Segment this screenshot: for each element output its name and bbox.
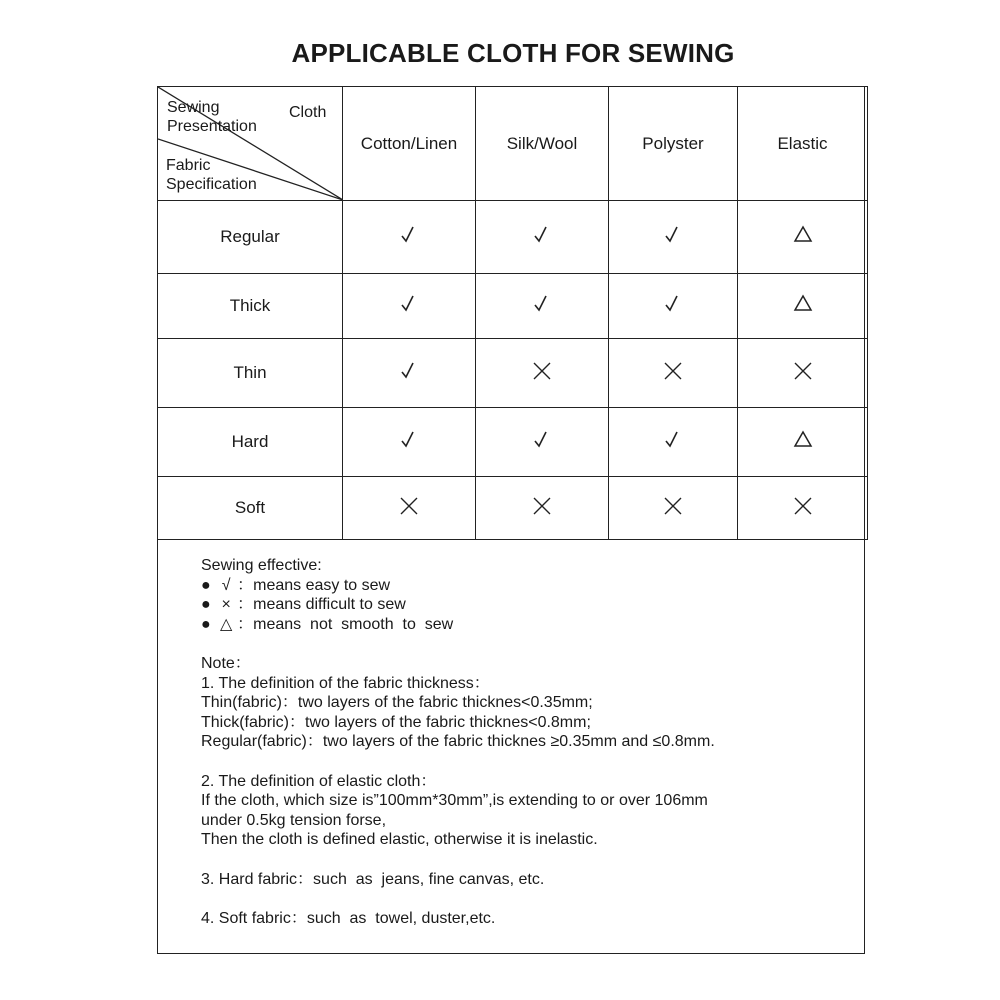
check-icon: √ [221, 576, 231, 594]
note2-title: 2. The definition of elastic cloth： [201, 772, 437, 790]
cell-hard-cotton-linen [343, 408, 476, 477]
check-icon [662, 231, 684, 250]
legend-heading: Sewing effective: [201, 557, 322, 574]
legend-item-cross: ● × ：means difficult to sew [201, 596, 406, 614]
cell-regular-cotton-linen [343, 201, 476, 274]
triangle-icon: △ [219, 615, 233, 633]
cell-thick-cotton-linen [343, 274, 476, 339]
corner-label-fabric-specification [166, 156, 257, 194]
cross-icon [531, 367, 553, 386]
cell-hard-polyster [609, 408, 738, 477]
cell-thin-cotton-linen [343, 339, 476, 408]
check-icon [662, 300, 684, 319]
column-header-silk-wool: Silk/Wool [476, 87, 609, 201]
header-row [158, 87, 868, 201]
cell-thick-elastic [738, 274, 868, 339]
legend-item-triangle: ● △ ：means not smooth to sew [201, 615, 454, 633]
check-icon [662, 436, 684, 455]
triangle-icon [792, 300, 814, 319]
page-title: APPLICABLE CLOTH FOR SEWING [291, 38, 735, 68]
note1-line-thin: Thin(fabric)：two layers of the fabric thicknes<0.35mm; [201, 694, 593, 712]
note4: 4. Soft fabric：such as towel, duster,etc. [201, 909, 496, 927]
cross-icon: × [221, 596, 231, 614]
cell-thin-polyster [609, 339, 738, 408]
column-header-cotton-linen: Cotton/Linen [343, 87, 476, 201]
legend-text-cross: ：means difficult to sew [237, 596, 406, 614]
legend-item-check: ● √ ：means easy to sew [201, 576, 391, 594]
cell-hard-elastic [738, 408, 868, 477]
note1-title: 1. The definition of the fabric thickness： [201, 674, 490, 692]
note3: 3. Hard fabric：such as jeans, fine canvas, etc. [201, 870, 545, 888]
cell-regular-silk-wool [476, 201, 609, 274]
cell-hard-silk-wool [476, 408, 609, 477]
triangle-icon [792, 436, 814, 455]
note2-line-2: under 0.5kg tension forse, [201, 811, 387, 829]
cell-thick-silk-wool [476, 274, 609, 339]
table-row [158, 408, 868, 477]
cell-soft-silk-wool [476, 477, 609, 540]
cell-thin-silk-wool [476, 339, 609, 408]
cell-soft-cotton-linen [343, 477, 476, 540]
legend-and-notes [201, 556, 841, 928]
note1-line-regular: Regular(fabric)：two layers of the fabric thicknes ≥0.35mm and ≤0.8mm. [201, 733, 715, 751]
column-header-polyster: Polyster [609, 87, 738, 201]
corner-label-cloth: Cloth [289, 104, 327, 121]
cell-thin-elastic [738, 339, 868, 408]
table-row [158, 201, 868, 274]
row-label-hard: Hard [158, 408, 343, 477]
row-label-thin: Thin [158, 339, 343, 408]
cross-icon [662, 367, 684, 386]
legend-text-check: ：means easy to sew [237, 576, 391, 594]
column-header-elastic: Elastic [738, 87, 868, 201]
cross-icon [792, 367, 814, 386]
notes-heading: Note： [201, 654, 251, 672]
corner-text-sewing: Sewing [167, 99, 220, 116]
applicable-cloth-table [157, 86, 868, 540]
corner-text-fabric: Fabric [166, 157, 211, 174]
row-label-thick: Thick [158, 274, 343, 339]
check-icon [398, 367, 420, 386]
table-row [158, 477, 868, 540]
note2-line-3: Then the cloth is defined elastic, otherwise it is inelastic. [201, 831, 598, 849]
cross-icon [662, 502, 684, 521]
check-icon [531, 231, 553, 250]
row-label-soft: Soft [158, 477, 343, 540]
cross-icon [398, 502, 420, 521]
corner-header-cell [158, 87, 343, 201]
table-body [158, 201, 868, 540]
check-icon [531, 436, 553, 455]
check-icon [398, 300, 420, 319]
cell-regular-polyster [609, 201, 738, 274]
cell-thick-polyster [609, 274, 738, 339]
check-icon [398, 231, 420, 250]
row-label-regular: Regular [158, 201, 343, 274]
corner-label-sewing-presentation [167, 98, 257, 136]
cross-icon [531, 502, 553, 521]
legend-text-triangle: ：means not smooth to sew [237, 615, 454, 633]
cell-regular-elastic [738, 201, 868, 274]
cell-soft-polyster [609, 477, 738, 540]
cell-soft-elastic [738, 477, 868, 540]
corner-text-presentation: Presentation [167, 118, 257, 135]
cross-icon [792, 502, 814, 521]
note1-line-thick: Thick(fabric)：two layers of the fabric thicknes<0.8mm; [201, 713, 591, 731]
triangle-icon [792, 231, 814, 250]
corner-text-specification: Specification [166, 176, 257, 193]
check-icon [531, 300, 553, 319]
check-icon [398, 436, 420, 455]
table-row [158, 339, 868, 408]
note2-line-1: If the cloth, which size is”100mm*30mm”,is extending to or over 106mm [201, 792, 708, 810]
table-row [158, 274, 868, 339]
